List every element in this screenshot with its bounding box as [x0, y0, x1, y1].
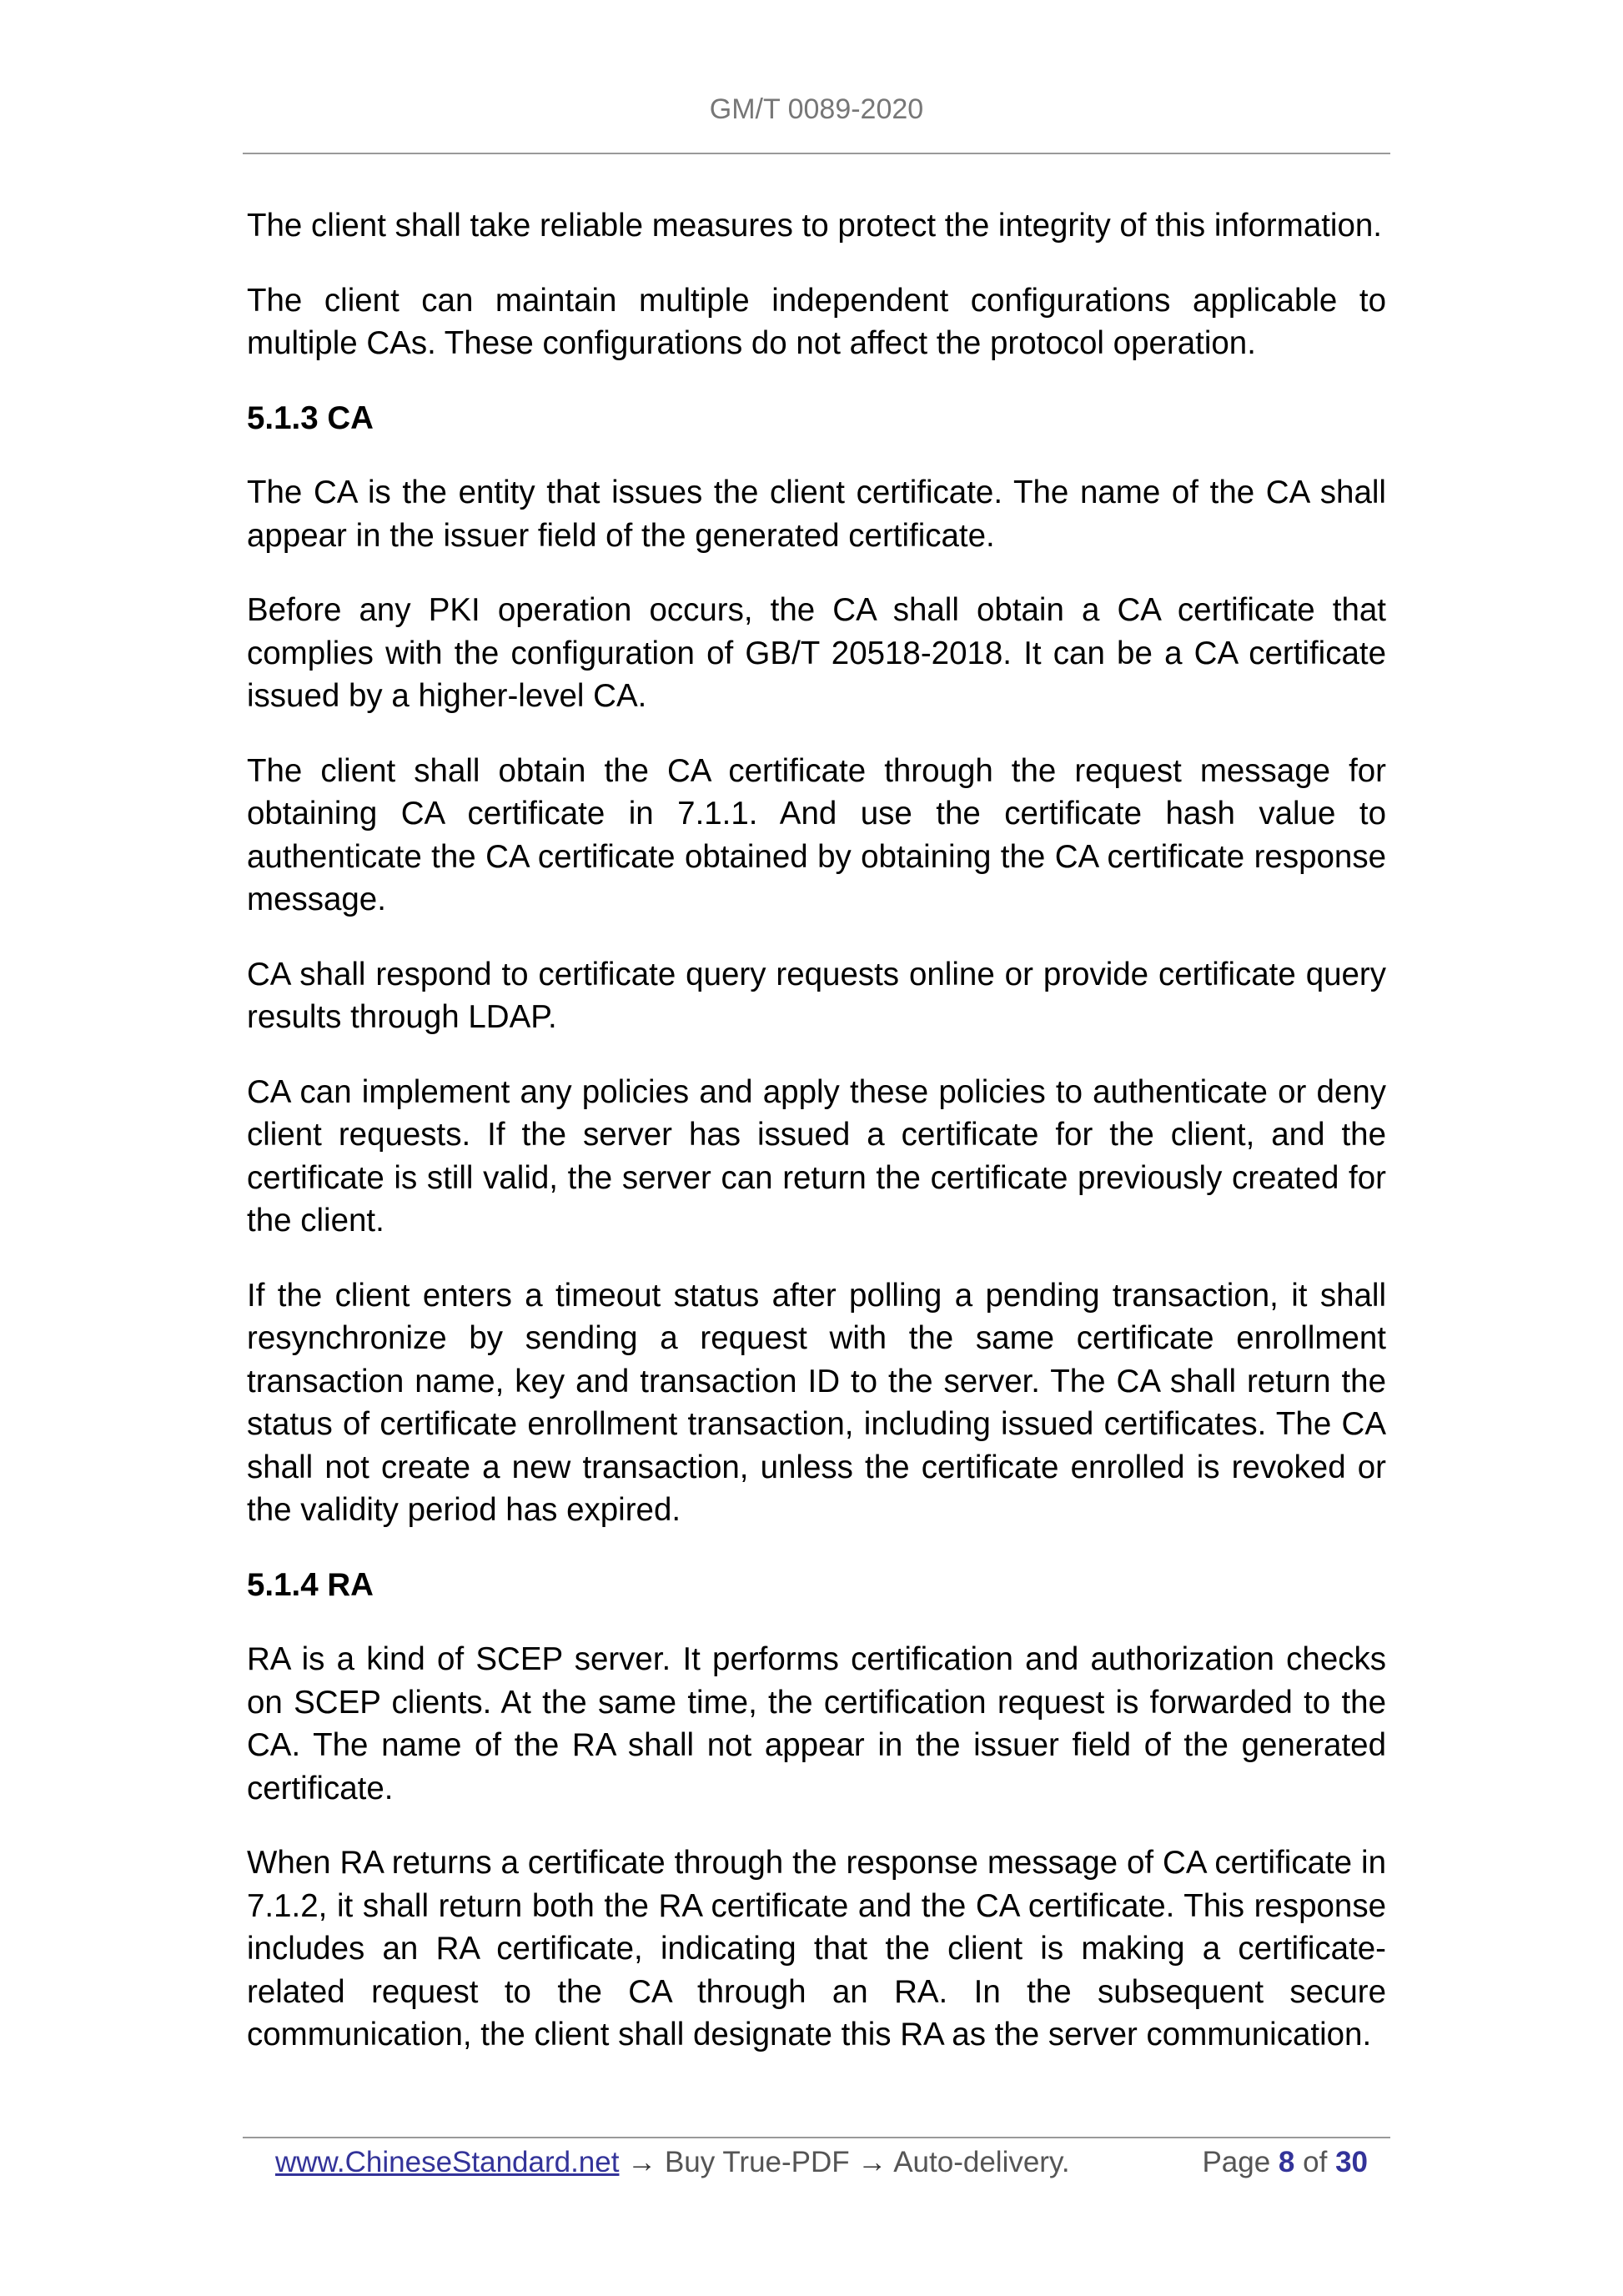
delivery-text: Auto-delivery. — [893, 2146, 1070, 2178]
paragraph: Before any PKI operation occurs, the CA shall obtain a CA certificate that complies with the configuration of GB/T 20518-2018. It can be a CA certificate issued by a higher-level CA. — [247, 592, 1386, 714]
page-number — [1202, 2142, 1368, 2183]
paragraph: The client can maintain multiple independent configurations applicable to multiple CAs. These configurations do not affect the protocol operation. — [247, 282, 1386, 361]
paragraph: The CA is the entity that issues the client certificate. The name of the CA shall appear in the issuer field of the generated certificate. — [247, 475, 1386, 554]
paragraph: CA shall respond to certificate query requests online or provide certificate query results through LDAP. — [247, 956, 1386, 1035]
page-label: Page — [1202, 2146, 1271, 2178]
page-body — [247, 204, 1386, 2088]
paragraph: RA is a kind of SCEP server. It performs certification and authorization checks on SCEP clients. At the same time, the certification request is forwarded to the CA. The name of the RA shall not appear in the issuer field of the generated certificate. — [247, 1641, 1386, 1806]
section-heading: 5.1.3 CA — [247, 399, 374, 436]
arrow-right-icon: → — [627, 2146, 657, 2178]
running-header: GM/T 0089-2020 — [709, 93, 924, 125]
footer-divider — [243, 2137, 1390, 2138]
buy-text: Buy True-PDF — [664, 2146, 850, 2178]
site-link[interactable]: www.ChineseStandard.net — [275, 2146, 620, 2178]
paragraph: The client shall obtain the CA certificate through the request message for obtaining CA certificate in 7.1.1. And use the certificate hash value to authenticate the CA certificate obtained by obtaining the CA certificate response message. — [247, 752, 1386, 917]
page-of: of — [1303, 2146, 1328, 2178]
paragraph: If the client enters a timeout status after polling a pending transaction, it shall resynchronize by sending a request with the same certificate enrollment transaction name, key and transaction ID to the server. The CA shall return the status of certificate enrollment transaction, including issued certificates. The CA shall not create a new transaction, unless the certificate enrolled is revoked or the validity period has expired. — [247, 1277, 1386, 1528]
section-heading: 5.1.4 RA — [247, 1566, 374, 1603]
page-total: 30 — [1335, 2146, 1368, 2178]
paragraph: CA can implement any policies and apply these policies to authenticate or deny client requests. If the server has issued a certificate for the client, and the certificate is still valid, the server can return the certificate previously created for the client. — [247, 1073, 1386, 1238]
header-divider — [243, 153, 1390, 154]
page-current: 8 — [1278, 2146, 1295, 2178]
page-footer — [275, 2142, 1368, 2183]
paragraph: The client shall take reliable measures to protect the integrity of this information. — [247, 208, 1382, 244]
arrow-right-icon: → — [857, 2146, 887, 2178]
paragraph: When RA returns a certificate through the response message of CA certificate in 7.1.2, it shall return both the RA certificate and the CA certificate. This response includes an RA certificate, indicating that the client is making a certificate-related request to the CA through an RA. In the subsequent secure communication, the client shall designate this RA as the server communication. — [247, 1845, 1386, 2052]
